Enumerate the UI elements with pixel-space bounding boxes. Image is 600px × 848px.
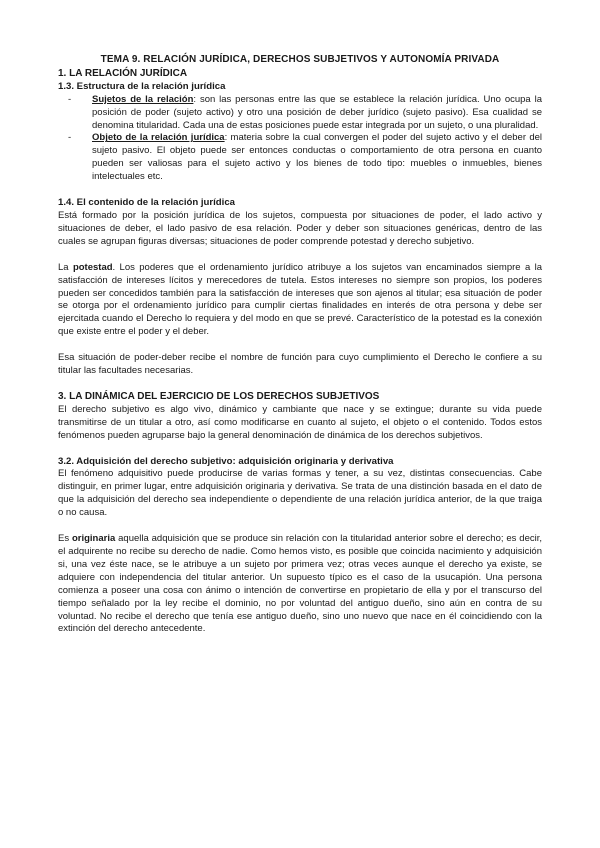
originaria-text: aquella adquisición que se produce sin relación con la titularidad anterior sobre el derecho; es decir, el adquirente no recibe su derecho de nadie. Como hemos visto, es posible que coincida nacimiento y adquisición si, una vez éste nace, se le atribuye a un sujeto por primera vez; otras veces aunque el derecho ya existe, se adquiere con independencia del titular anterior. Un supuesto típico es el caso de la usucapión. Una persona comienza a poseer una cosa con ánimo o intención de convertirse en propietario de ella y por el transcurso del tiempo señalado por la ley recibe el dominio, no por voluntad del antiguo dueño, sino aún en contra de su voluntad. No recibe el derecho que tenía ese antiguo dueño, sino uno nuevo que nace en él coincidiendo con la extinción del derecho antecedente. (58, 533, 542, 635)
potestad-paragraph (58, 262, 542, 339)
term-objeto: Objeto de la relación jurídica (92, 132, 225, 144)
spacer (58, 443, 542, 456)
term-originaria: originaria (71, 533, 116, 545)
potestad-text: . Los poderes que el ordenamiento jurídico atribuye a los sujetos van encaminados siempre a la satisfacción de intereses lícitos y merecedores de tutela. Estos intereses no siempre son propios, los poderes pueden ser concedidos también para la satisfacción de intereses que son ajenos al titular; esa situación de poder se otorga por el ordenamiento jurídico para cumplir ciertas finalidades en interés de otra persona y debe ser ejercitada cuando el Derecho lo requiera y del modo en que se prevé. Característico de la potestad es la conexión que existe entre el poder y el deber. (58, 261, 542, 338)
document-title: TEMA 9. RELACIÓN JURÍDICA, DERECHOS SUBJETIVOS Y AUTONOMÍA PRIVADA (100, 54, 500, 65)
sujetos-text: : son las personas entre las que se establece la relación jurídica. Uno ocupa la posición de poder (sujeto activo) y otro una posición de deber jurídico (sujeto pasivo). Esa cualidad se denomina titularidad. Cada una de estas posiciones puede estar integrada por un sujeto, o una pluralidad. (92, 93, 542, 131)
section-1-4-heading: 1.4. El contenido de la relación jurídica (58, 197, 236, 209)
term-potestad: potestad (72, 261, 113, 273)
document-page (58, 54, 542, 636)
funcion-paragraph: Esa situación de poder-deber recibe el nombre de función para cuyo cumplimiento el Derecho le confiere a su titular las facultades necesarias. (58, 352, 542, 377)
objeto-text: : materia sobre la cual convergen el poder del sujeto activo y el deber del sujeto pasivo. El objeto puede ser entonces conductas o comportamiento de otra persona en cuanto pueden ser valiosas para el sujeto activo y los bienes de todo tipo: muebles o inmuebles, bienes intelectuales etc. (92, 132, 542, 183)
spacer (58, 339, 542, 352)
spacer (58, 378, 542, 391)
adquisicion-paragraph: El fenómeno adquisitivo puede producirse de varias formas y tener, a su vez, distintas consecuencias. Cabe distinguir, en primer lugar, entre adquisición originaria y derivativa. Se trata de una distinción basada en el dato de que la adquisición del derecho sea independiente o dependiente de una relación jurídica anterior, de la que traiga o no causa. (58, 468, 542, 519)
section-1-heading: 1. LA RELACIÓN JURÍDICA (58, 67, 188, 79)
section-1-3-heading: 1.3. Estructura de la relación jurídica (58, 80, 226, 92)
spacer (58, 184, 542, 197)
term-sujetos: Sujetos de la relación (92, 93, 194, 105)
potestad-lead: La (58, 261, 73, 273)
structure-list (58, 94, 542, 184)
spacer (58, 249, 542, 262)
section-3-2-heading: 3.2. Adquisición del derecho subjetivo: adquisición originaria y derivativa (58, 455, 394, 467)
originaria-lead: Es (58, 533, 72, 545)
list-item-sujetos (92, 94, 542, 133)
spacer (58, 520, 542, 533)
originaria-paragraph (58, 533, 542, 636)
dinamica-paragraph: El derecho subjetivo es algo vivo, dinámico y cambiante que nace y se extingue; durante su vida puede transmitirse de un titular a otro, así como modificarse en cuanto al sujeto, el objeto o el contenido. Todos estos fenómenos pueden agruparse bajo la general denominación de dinámica de los derechos subjetivos. (58, 403, 542, 441)
section-3-heading: 3. LA DINÁMICA DEL EJERCICIO DE LOS DERECHOS SUBJETIVOS (58, 390, 380, 402)
list-item-objeto (92, 132, 542, 184)
contenido-paragraph: Está formado por la posición jurídica de los sujetos, compuesta por situaciones de poder, el lado activo y situaciones de deber, el lado pasivo de esa relación. Poder y deber son situaciones genéricas, dentro de las cuales se agrupan figuras diversas; situaciones de poder comprende potestad y derecho subjetivo. (58, 209, 542, 247)
